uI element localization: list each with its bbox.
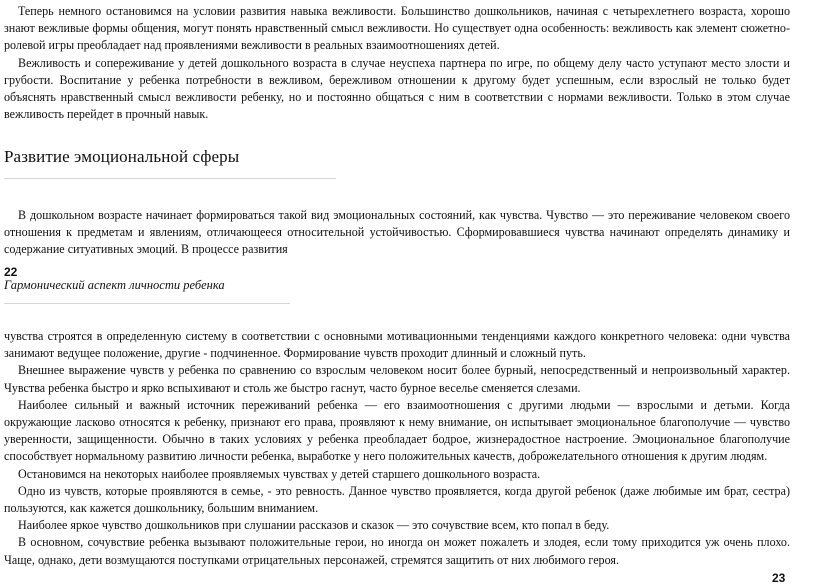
running-title: Гармонический аспект личности ребенка <box>4 278 225 292</box>
top-text-block <box>4 3 790 123</box>
paragraph-sympathy: Наиболее яркое чувство дошкольников при слушании рассказов и сказок — это сочувствие всем, кто попал в беду. <box>18 518 610 533</box>
paragraph-jealousy: Одно из чувств, которые проявляются в семье, - это ревность. Данное чувство проявляется, когда другой ребенок (даже любимые им брат, сестра) пользуются, как кажется дошкольнику, большим вниманием. <box>4 483 790 516</box>
page-number-left: 22 <box>4 265 18 279</box>
paragraph-continuation: чувства строятся в определенную систему в соответствии с основными мотивационными тенденциями каждого конкретного человека: одни чувства занимают ведущее положение, другие - подчиненное. Формирование чувств проходит длинный и сложный путь. <box>4 329 790 361</box>
bottom-text-block <box>4 328 790 569</box>
heading-divider <box>4 178 336 179</box>
paragraph-section-intro: В дошкольном возрасте начинает формироваться такой вид эмоциональных состояний, как чувства. Чувство — это переживание человеком своего отношения к предметам и явлениям, отличающееся относительной устойчивостью. Сформировавшиеся чувства начинают определять динамику и содержание ситуативных эмоций. В процессе развития <box>4 208 790 257</box>
section-heading: Развитие эмоциональной сферы <box>4 147 240 166</box>
paragraph-external-expression: Внешнее выражение чувств у ребенка по сравнению со взрослым человеком носит более бурный, непосредственный и непроизвольный характер. Чувства ребенка быстро и ярко вспыхивают и столь же быстро гаснут, часто бурное веселье сменяется слезами. <box>4 363 790 395</box>
running-title-divider <box>4 303 290 304</box>
page-number-right: 23 <box>772 571 786 585</box>
paragraph-feelings-intro: Остановимся на некоторых наиболее проявляемых чувствах у детей старшего дошкольного возраста. <box>18 466 541 481</box>
section-intro-block <box>4 207 790 259</box>
paragraph-politeness-conditions: Теперь немного остановимся на условии развития навыка вежливости. Большинство дошкольников, начиная с четырехлетнего возраста, хорошо знают вежливые формы общения, могут понять нравственный смысл вежливости. Но существует одна особенность: вежливость как элемент сюжетно-ролевой игры преобладает над проявлениями вежливости в реальных взаимоотношениях детей. <box>4 4 790 53</box>
paragraph-relationships: Наиболее сильный и важный источник переживаний ребенка — его взаимоотношения с другими людьми — взрослыми и детьми. Когда окружающие ласково относятся к ребенку, признают его права, проявляют к нему внимание, он испытывает эмоциональное благополучие — чувство уверенности, защищенности. Обычно в таких условиях у ребенка преобладает бодрое, жизнерадостное настроение. Эмоциональное благополучие способствует нормальному развитию личности ребенка, выработке у него положительных качеств, доброжелательного отношения к другим людям. <box>4 397 790 464</box>
paragraph-heroes: В основном, сочувствие ребенка вызывают положительные герои, но иногда он может пожалеть и злодея, если тому приходится уж очень плохо. Чаще, однако, дети возмущаются поступками отрицательных персонажей, стремятся защитить от них любимого героя. <box>4 535 790 567</box>
paragraph-politeness-empathy: Вежливость и сопереживание у детей дошкольного возраста в случае неуспеха партнера по игре, по общему делу часто уступают место злости и грубости. Воспитание у ребенка потребности в вежливом, бережливом отношении к другому будет успешным, если взрослый не только будет объяснять нравственный смысл вежливости ребенку, но и постоянно общаться с ним в соответствии с нормами вежливости. Только в этом случае вежливость перейдет в прочный навык. <box>4 55 790 122</box>
